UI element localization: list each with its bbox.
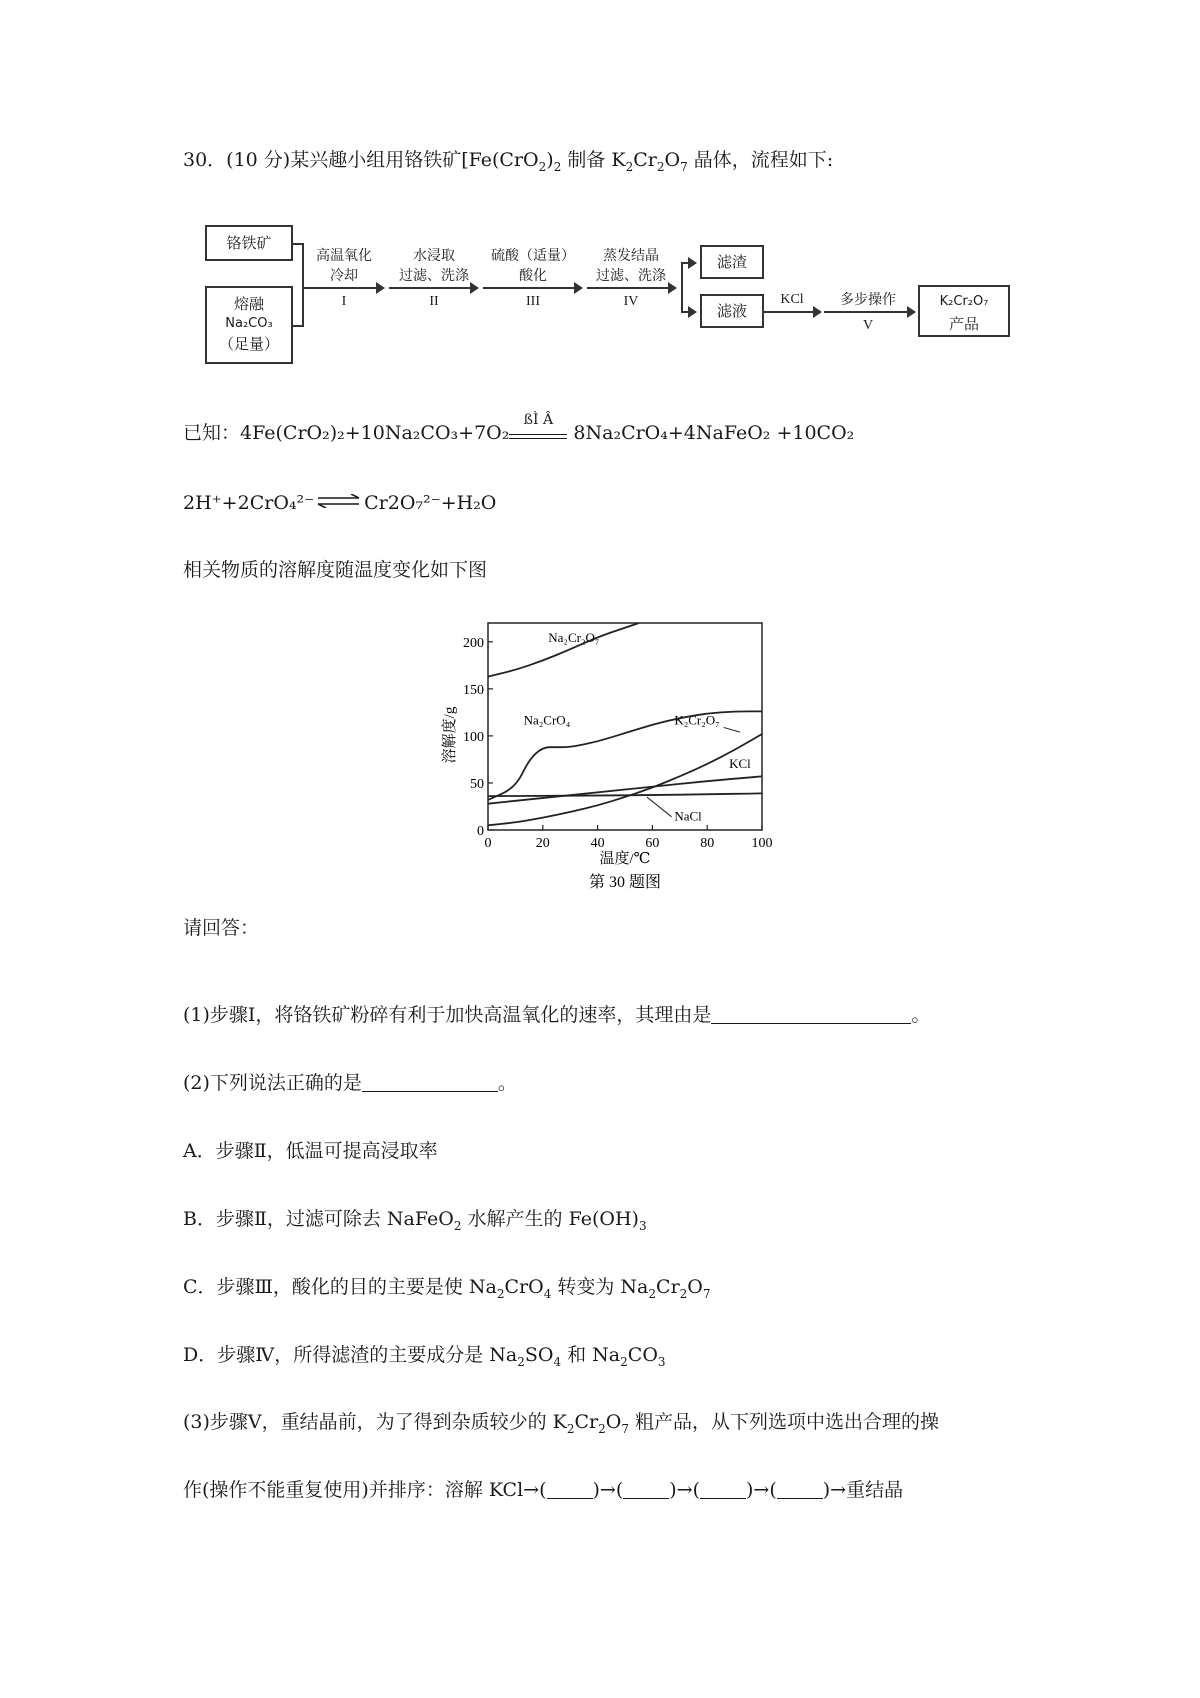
leader-k2cr2o7 xyxy=(724,727,740,732)
box-molten-na2co3: 熔融 Na₂CO₃ （足量） xyxy=(205,286,293,364)
box-product: K₂Cr₂O₇ 产品 xyxy=(918,285,1010,337)
step3-number: III xyxy=(526,294,540,309)
series-label-4: NaCl xyxy=(674,808,702,824)
arrow-step-3 xyxy=(483,287,581,289)
solubility-chart xyxy=(430,615,830,895)
equilibrium-arrow-icon xyxy=(317,490,361,504)
known-equation-2: 2H⁺+2CrO₄²⁻ Cr2O₇²⁻+H₂O xyxy=(183,492,497,514)
q2-answer-blank[interactable] xyxy=(362,1073,498,1092)
x-axis-label: 温度/℃ xyxy=(599,851,651,867)
series-line-3 xyxy=(488,776,762,803)
step2-label: 水浸取 过滤、洗涤 xyxy=(399,248,469,284)
series-line-4 xyxy=(488,793,762,796)
option-a: A．步骤Ⅱ，低温可提高浸取率 xyxy=(183,1140,438,1162)
step4-label: 蒸发结晶 过滤、洗涤 xyxy=(596,248,666,284)
arrow-step-1 xyxy=(303,287,383,289)
leader-nacl xyxy=(647,797,672,817)
step1-number: I xyxy=(341,294,347,309)
step5-label: 多步操作 xyxy=(840,292,896,308)
question-3-line-1: (3)步骤Ⅴ，重结晶前，为了得到杂质较少的 $K_2Cr_2O_7$ 粗产品，从下列选项中选出合理的操 xyxy=(183,1411,940,1436)
answer-intro: 请回答： xyxy=(183,917,260,939)
arrow-kcl xyxy=(764,311,820,313)
step3-label: 硫酸（适量） 酸化 xyxy=(491,248,575,284)
solubility-intro: 相关物质的溶解度随温度变化如下图 xyxy=(183,559,488,581)
x-tick-label: 100 xyxy=(751,836,773,851)
step1-label: 高温氧化 冷却 xyxy=(316,248,372,284)
option-d: D．步骤Ⅳ，所得滤渣的主要成分是 $Na_2SO_4$ 和 $Na_2CO_3$ xyxy=(183,1344,666,1369)
series-label-2: K₂Cr₂O₇ xyxy=(674,712,720,728)
box-residue: 滤渣 xyxy=(700,245,764,279)
x-tick-label: 40 xyxy=(590,836,605,851)
box-filtrate: 滤液 xyxy=(700,294,764,328)
x-tick-label: 60 xyxy=(645,836,660,851)
q1-answer-blank[interactable] xyxy=(711,1005,911,1024)
eq1-condition: ßÌ Â xyxy=(523,412,554,428)
option-b: B．步骤Ⅱ，过滤可除去 NaFeO$_2$ 水解产生的 $Fe(OH)_3$ xyxy=(183,1208,647,1233)
q3-blank-2[interactable] xyxy=(623,1480,669,1499)
reagent-kcl: KCl xyxy=(780,292,804,307)
question-3-line-2: 作(操作不能重复使用)并排序：溶解 KCl→( )→( )→( )→( )→重结晶 xyxy=(183,1479,904,1501)
series-label-0: Na₂Cr₂O₇ xyxy=(548,629,600,645)
arrow-step-4 xyxy=(587,287,675,289)
y-axis-label: 溶解度/g xyxy=(442,706,458,764)
known-equation-1: 已知：4Fe(CrO₂)₂+10Na₂CO₃+7O₂ ßÌ Â 8Na₂CrO₄+4NaFeO₂ +10CO₂ xyxy=(183,421,854,445)
question-1: (1)步骤Ⅰ，将铬铁矿粉碎有利于加快高温氧化的速率，其理由是 。 xyxy=(183,1004,931,1026)
box-chromite-ore: 铬铁矿 xyxy=(205,225,293,261)
q3-blank-3[interactable] xyxy=(700,1480,746,1499)
q3-blank-1[interactable] xyxy=(547,1480,593,1499)
arrow-step-5 xyxy=(824,311,914,313)
series-label-3: KCl xyxy=(729,755,751,771)
y-tick-label: 100 xyxy=(463,729,484,745)
option-c: C．步骤Ⅲ，酸化的目的主要是使 $Na_2CrO_4$ 转变为 $Na_2Cr_2O_7$ xyxy=(183,1276,711,1301)
question-2: (2)下列说法正确的是 。 xyxy=(183,1072,517,1094)
arrow-step-2 xyxy=(389,287,477,289)
step2-number: II xyxy=(429,294,439,309)
y-tick-label: 0 xyxy=(477,824,484,839)
chart-caption: 第 30 题图 xyxy=(588,874,662,891)
y-tick-label: 50 xyxy=(470,776,484,792)
x-tick-label: 20 xyxy=(535,836,550,851)
q3-blank-4[interactable] xyxy=(777,1480,823,1499)
y-tick-label: 150 xyxy=(463,682,484,698)
x-tick-label: 0 xyxy=(484,836,492,851)
series-label-1: Na₂CrO₄ xyxy=(523,712,571,728)
x-tick-label: 80 xyxy=(700,836,715,851)
question-intro: 30．(10 分)某兴趣小组用铬铁矿[$Fe(CrO_2)_2$ 制备 $K_2Cr_2O_7$ 晶体，流程如下: xyxy=(183,149,834,174)
step5-number: V xyxy=(862,318,874,333)
y-tick-label: 200 xyxy=(463,635,484,651)
step4-number: IV xyxy=(623,294,639,309)
